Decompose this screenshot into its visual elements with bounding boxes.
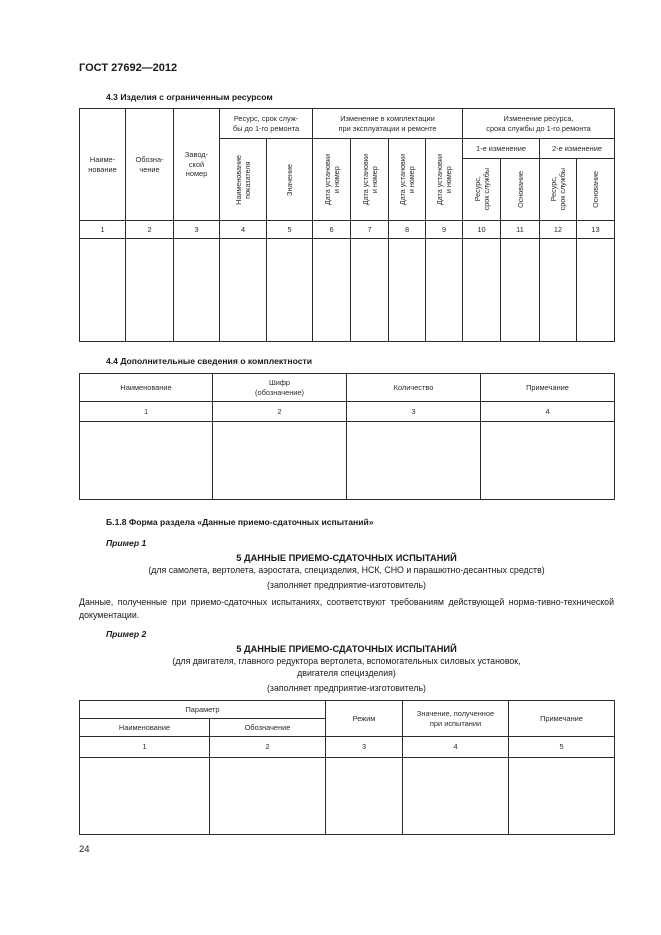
column-number: 1 [80,737,210,758]
table-row [80,239,615,342]
column-number: 13 [577,221,615,239]
col-header-resource-1: Ресурс, срок службы [472,168,491,211]
col-header-basis-2: Основание [591,171,601,208]
col-header-test-value: Значение, полученное при испытании [403,701,509,737]
empty-cell [463,239,501,342]
column-number: 6 [313,221,351,239]
column-number: 8 [389,221,426,239]
col-header-basis-1: Основание [515,171,525,208]
column-number: 3 [326,737,403,758]
example-1-paragraph: Данные, полученные при приемо-сдаточных испытаниях, соответствуют требованиям действующей норма-тивно-технической документации. [79,597,614,620]
col-header-install-date-4: Дата установки и номер [435,153,453,206]
empty-cell [80,239,126,342]
example-1-fill-note: (заполняет предприятие-изготовитель) [267,580,426,590]
column-number: 10 [463,221,501,239]
empty-cell [577,239,615,342]
empty-cell [509,758,615,835]
example-2-label: Пример 2 [106,629,147,639]
acceptance-test-table [79,700,615,835]
col-header-indicator-name: Наименование показателя [234,154,252,205]
col-header-code: Шифр (обозначение) [213,374,347,402]
example-1-heading: 5 ДАННЫЕ ПРИЕМО-СДАТОЧНЫХ ИСПЫТАНИЙ [236,553,457,563]
example-1-subtitle: (для самолета, вертолета, аэростата, специзделия, НСК, СНО и парашютно-десантных средств) [148,565,545,575]
column-number: 2 [210,737,326,758]
empty-cell [403,758,509,835]
empty-cell [351,239,389,342]
subgroup-second-change: 2-е изменение [540,139,615,159]
col-header-designation: Обозна- чение [126,109,174,221]
col-header-note: Примечание [481,374,615,402]
example-2-heading: 5 ДАННЫЕ ПРИЕМО-СДАТОЧНЫХ ИСПЫТАНИЙ [236,644,457,654]
group-header-resource: Ресурс, срок служ- бы до 1-го ремонта [220,109,313,139]
column-number: 1 [80,221,126,239]
section-4-4-title: 4.4 Дополнительные сведения о комплектности [106,356,312,366]
empty-cell [326,758,403,835]
column-number: 12 [540,221,577,239]
column-number: 3 [174,221,220,239]
col-header-designation: Обозначение [210,719,326,737]
column-number: 3 [347,402,481,422]
empty-cell [540,239,577,342]
section-4-3-title: 4.3 Изделия с ограниченным ресурсом [106,92,273,102]
column-number: 5 [509,737,615,758]
example-2-fill-note: (заполняет предприятие-изготовитель) [267,683,426,693]
column-number: 1 [80,402,213,422]
completeness-table [79,373,615,500]
column-number: 2 [126,221,174,239]
group-header-completeness-change: Изменение в комплектации при эксплуатации и ремонте [313,109,463,139]
col-header-factory-number: Завод- ской номер [174,109,220,221]
empty-cell [481,422,615,500]
empty-cell [210,758,326,835]
empty-cell [80,422,213,500]
example-1-label: Пример 1 [106,538,147,548]
empty-cell [501,239,540,342]
empty-cell [313,239,351,342]
empty-cell [220,239,267,342]
empty-cell [347,422,481,500]
subgroup-first-change: 1-е изменение [463,139,540,159]
col-header-install-date-3: Дата установки и номер [398,153,416,206]
column-number: 4 [481,402,615,422]
column-number: 11 [501,221,540,239]
empty-cell [426,239,463,342]
group-header-resource-change: Изменение ресурса, срока службы до 1-го ремонта [463,109,615,139]
section-b18-title: Б.1.8 Форма раздела «Данные приемо-сдаточных испытаний» [106,517,374,527]
empty-cell [389,239,426,342]
col-header-quantity: Количество [347,374,481,402]
col-header-note: Примечание [509,701,615,737]
empty-cell [213,422,347,500]
example-2-subtitle-line-1: (для двигателя, главного редуктора вертолета, вспомогательных силовых установок, [172,656,521,666]
empty-cell [174,239,220,342]
col-header-name: Наименование [80,374,213,402]
empty-cell [80,758,210,835]
column-number: 7 [351,221,389,239]
column-number: 9 [426,221,463,239]
example-2-subtitle-line-2: двигателя специзделия) [297,668,396,678]
table-row [80,422,615,500]
col-header-install-date-2: Дата установки и номер [360,153,379,206]
column-number: 2 [213,402,347,422]
empty-cell [267,239,313,342]
col-header-install-date-1: Дата установки и номер [322,153,341,206]
document-header: ГОСТ 27692—2012 [79,62,178,74]
col-header-mode: Режим [326,701,403,737]
group-header-parameter: Параметр [80,701,326,719]
col-header-resource-2: Ресурс, срок службы [549,168,567,211]
col-header-name: Наиме- нование [80,109,126,221]
limited-resource-table [79,108,615,342]
column-number: 5 [267,221,313,239]
page-number: 24 [79,844,90,855]
column-number: 4 [220,221,267,239]
empty-cell [126,239,174,342]
col-header-value: Значение [285,163,294,196]
col-header-name: Наименование [80,719,210,737]
table-row [80,758,615,835]
column-number: 4 [403,737,509,758]
